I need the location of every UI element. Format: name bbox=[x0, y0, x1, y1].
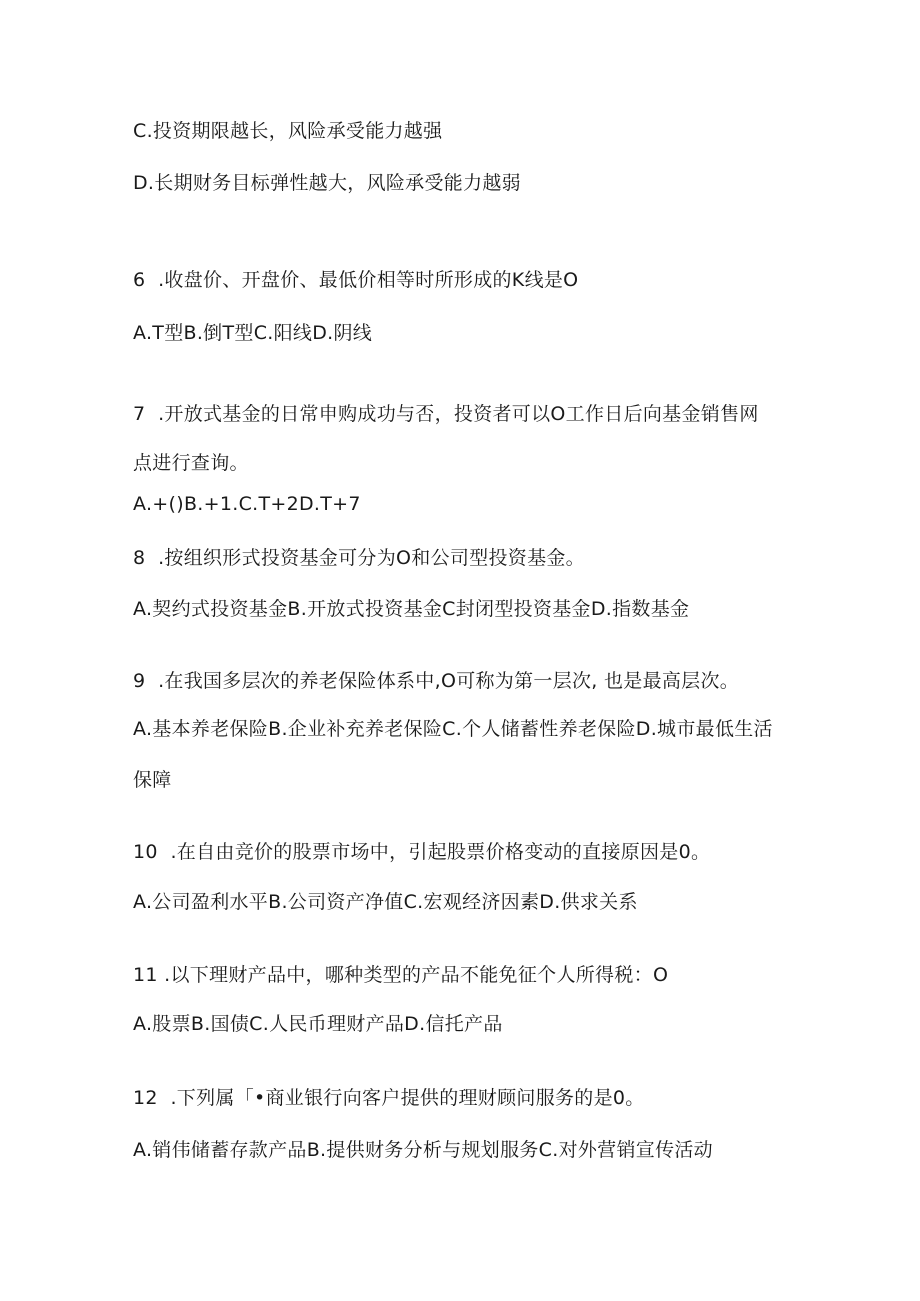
q6-options: A.T型B.倒T型C.阳线D.阴线 bbox=[133, 322, 373, 344]
q6-question: 6 .收盘价、开盘价、最低价相等时所形成的K线是O bbox=[133, 269, 579, 291]
q11-question: 11 .以下理财产品中，哪种类型的产品不能免征个人所得税：O bbox=[133, 964, 669, 986]
q7-options: A.+()B.+1.C.T+2D.T+7 bbox=[133, 493, 361, 515]
q8-question: 8 .按组织形式投资基金可分为O和公司型投资基金。 bbox=[133, 547, 585, 569]
q7-question-cont: 点进行查询。 bbox=[133, 452, 249, 474]
q11-options: A.股票B.国债C.人民币理财产品D.信托产品 bbox=[133, 1013, 503, 1035]
q10-question: 10 .在自由竞价的股票市场中，引起股票价格变动的直接原因是0。 bbox=[133, 841, 711, 863]
q8-options: A.契约式投资基金B.开放式投资基金C封闭型投资基金D.指数基金 bbox=[133, 598, 690, 620]
q7-question: 7 .开放式基金的日常申购成功与否，投资者可以O工作日后向基金销售网 bbox=[133, 403, 759, 425]
q5-option-c: C.投资期限越长，风险承受能力越强 bbox=[133, 120, 443, 142]
q9-question: 9 .在我国多层次的养老保险体系中,O可称为第一层次, 也是最高层次。 bbox=[133, 670, 740, 692]
q12-options: A.销伟储蓄存款产品B.提供财务分析与规划服务C.对外营销宣传活动 bbox=[133, 1139, 713, 1161]
q9-options-cont: 保障 bbox=[133, 769, 172, 791]
q12-question: 12 .下列属「•商业银行向客户提供的理财顾问服务的是0。 bbox=[133, 1087, 645, 1109]
q5-option-d: D.长期财务目标弹性越大，风险承受能力越弱 bbox=[133, 172, 521, 194]
q10-options: A.公司盈利水平B.公司资产净值C.宏观经济因素D.供求关系 bbox=[133, 891, 638, 913]
q9-options: A.基本养老保险B.企业补充养老保险C.个人储蓄性养老保险D.城市最低生活 bbox=[133, 718, 773, 740]
